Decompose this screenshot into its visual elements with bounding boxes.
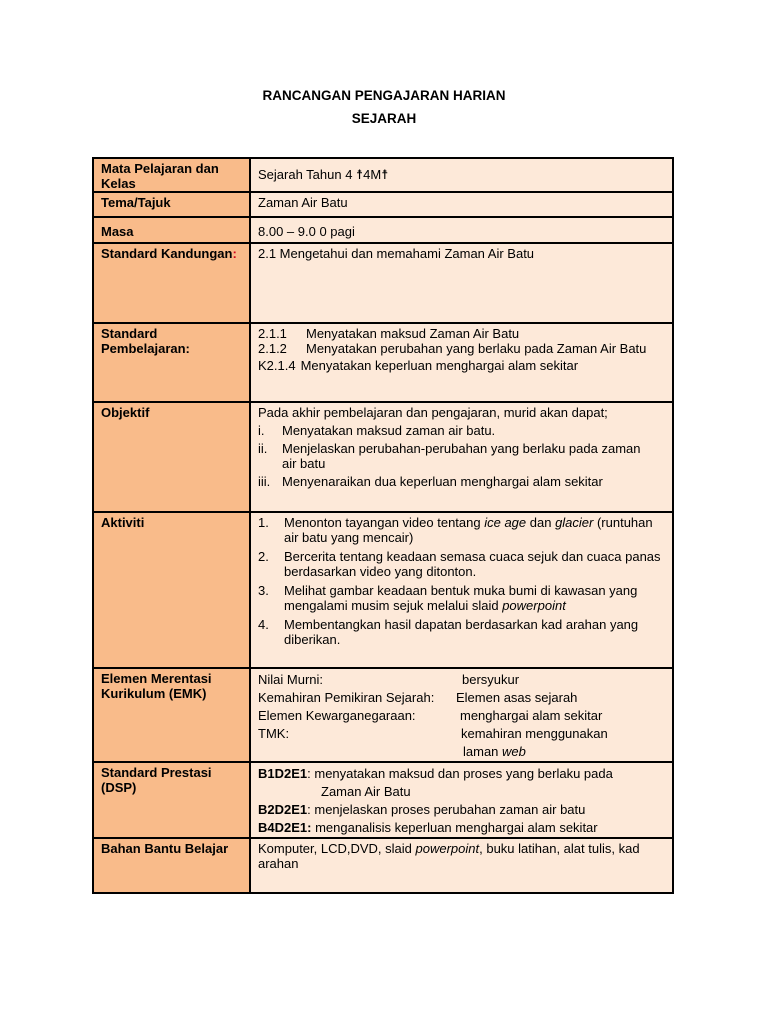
row-mata-pelajaran: [93, 158, 673, 192]
objektif-item: i. Menyatakan maksud zaman air batu.: [258, 423, 496, 438]
value-standard-pembelajaran: [250, 323, 673, 402]
page-subtitle: SEJARAH: [351, 111, 417, 126]
emk-item: TMK: kemahiran menggunakan: [258, 726, 608, 741]
label-tema: Tema/Tajuk: [93, 192, 250, 217]
value-tema: Zaman Air Batu: [250, 192, 673, 217]
aktiviti-item: 1. Menonton tayangan video tentang ice age dan glacier (runtuhan air batu yang mencair): [258, 515, 653, 545]
sp-item: 2.1.1 Menyatakan maksud Zaman Air Batu: [258, 326, 520, 341]
aktiviti-item: 3. Melihat gambar keadaan bentuk muka bumi di kawasan yang mengalami musim sejuk melalui slaid powerpoint: [258, 583, 638, 613]
aktiviti-item: 4. Membentangkan hasil dapatan berdasarkan kad arahan yang diberikan.: [258, 617, 639, 647]
label-bbb: Bahan Bantu Belajar: [93, 838, 250, 893]
label-aktiviti: Aktiviti: [93, 512, 250, 668]
label-emk: Elemen Merentasi Kurikulum (EMK): [93, 668, 250, 762]
emk-item-cont: laman web: [463, 744, 526, 759]
label-standard-pembelajaran: Standard Pembelajaran:: [93, 323, 250, 402]
emk-item: Elemen Kewarganegaraan: menghargai alam sekitar: [258, 708, 603, 723]
value-standard-kandungan: 2.1 Mengetahui dan memahami Zaman Air Batu: [250, 243, 673, 323]
label-mata-pelajaran: Mata Pelajaran dan Kelas: [93, 158, 250, 192]
row-masa: [93, 217, 673, 243]
emk-item: Nilai Murni: bersyukur: [258, 672, 520, 687]
row-dsp: [93, 762, 673, 838]
value-masa: 8.00 – 9.0 0 pagi: [250, 217, 673, 243]
objektif-intro: Pada akhir pembelajaran dan pengajaran, murid akan dapat;: [258, 405, 608, 420]
row-bbb: [93, 838, 673, 893]
value-bbb: Komputer, LCD,DVD, slaid powerpoint, buku latihan, alat tulis, kad arahan: [250, 838, 673, 893]
dsp-item: B1D2E1: menyatakan maksud dan proses yang berlaku pada: [258, 766, 613, 781]
label-dsp: Standard Prestasi (DSP): [93, 762, 250, 838]
row-aktiviti: [93, 512, 673, 668]
objektif-item: iii. Menyenaraikan dua keperluan menghargai alam sekitar: [258, 474, 603, 489]
label-standard-kandungan: Standard Kandungan:: [93, 243, 250, 323]
value-aktiviti: [250, 512, 673, 668]
label-masa: Masa: [93, 217, 250, 243]
lesson-plan-table: [92, 157, 674, 894]
row-emk: [93, 668, 673, 762]
row-standard-kandungan: [93, 243, 673, 323]
objektif-item: ii. Menjelaskan perubahan-perubahan yang berlaku pada zaman air batu: [258, 441, 641, 471]
value-mata-pelajaran: Sejarah Tahun 4 ☨4M☨: [250, 158, 673, 192]
value-emk: [250, 668, 673, 762]
row-standard-pembelajaran: [93, 323, 673, 402]
sp-item: 2.1.2 Menyatakan perubahan yang berlaku pada Zaman Air Batu: [258, 341, 647, 356]
sp-item: K2.1.4 Menyatakan keperluan menghargai alam sekitar: [258, 358, 579, 373]
value-dsp: B1D2E1: menyatakan maksud dan proses yang berlaku pada Zaman Air Batu B2D2E1: menjelaskan proses perubahan zaman air batu B4D2E1: menganalisis keperluan menghargai alam sekitar: [250, 762, 673, 838]
dsp-item: B2D2E1: menjelaskan proses perubahan zaman air batu: [258, 802, 586, 817]
row-objektif: [93, 402, 673, 512]
label-objektif: Objektif: [93, 402, 250, 512]
page-title: RANCANGAN PENGAJARAN HARIAN: [262, 88, 506, 103]
aktiviti-item: 2. Bercerita tentang keadaan semasa cuaca sejuk dan cuaca panas berdasarkan video yang ditonton.: [258, 549, 661, 579]
value-objektif: [250, 402, 673, 512]
emk-item: Kemahiran Pemikiran Sejarah: Elemen asas sejarah: [258, 690, 578, 705]
dsp-item: B4D2E1: menganalisis keperluan menghargai alam sekitar: [258, 820, 598, 835]
row-tema: [93, 192, 673, 217]
